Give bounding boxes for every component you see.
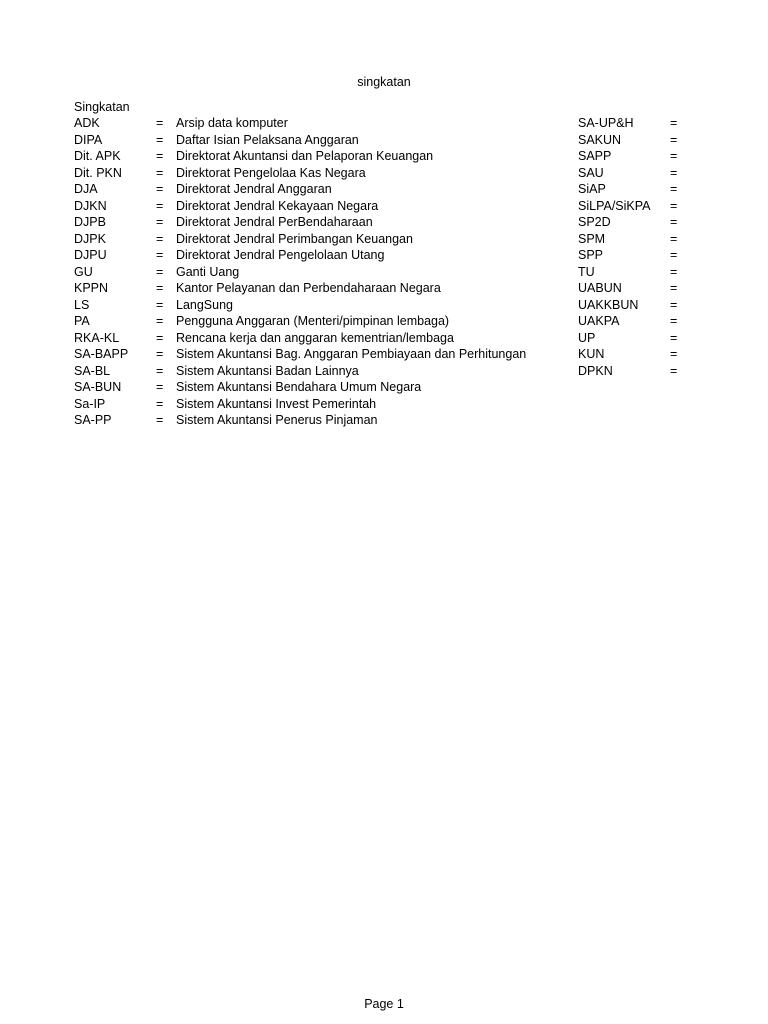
- list-item: [74, 148, 574, 165]
- abbreviation-meaning: Direktorat Jendral Perimbangan Keuangan: [176, 231, 413, 246]
- abbreviation-meaning: Direktorat Jendral Pengelolaan Utang: [176, 248, 385, 262]
- list-item: [578, 115, 698, 132]
- abbreviation-meaning: Sistem Akuntansi Invest Pemerintah: [176, 396, 377, 411]
- equals-sign: =: [670, 363, 678, 378]
- equals-sign: =: [156, 330, 164, 345]
- list-item: [578, 264, 698, 281]
- equals-sign: =: [670, 132, 678, 147]
- list-item: [578, 247, 698, 264]
- abbreviation-meaning: Sistem Akuntansi Bendahara Umum Negara: [176, 380, 422, 394]
- abbreviation: DPKN: [578, 363, 613, 378]
- abbreviation: SAU: [578, 165, 604, 180]
- equals-sign: =: [670, 215, 678, 229]
- list-item: [74, 231, 574, 248]
- list-item: [74, 264, 574, 281]
- abbreviation: SA-UP&H: [578, 116, 634, 130]
- abbreviation: PA: [74, 314, 90, 328]
- abbreviation: SiLPA/SiKPA: [578, 198, 651, 213]
- abbreviation: SPP: [578, 248, 604, 262]
- abbreviation: SA-BUN: [74, 380, 122, 394]
- abbreviation: DJPB: [74, 215, 106, 229]
- list-item: [578, 297, 698, 314]
- list-item: [578, 214, 698, 231]
- list-item: [578, 132, 698, 149]
- abbreviation-meaning: Pengguna Anggaran (Menteri/pimpinan lembaga): [176, 314, 450, 328]
- equals-sign: =: [156, 231, 164, 246]
- equals-sign: =: [156, 413, 164, 427]
- list-item: [578, 165, 698, 182]
- equals-sign: =: [156, 314, 164, 328]
- equals-sign: =: [670, 314, 678, 328]
- abbreviation-meaning: Direktorat Jendral PerBendaharaan: [176, 215, 373, 229]
- abbreviation: TU: [578, 264, 595, 279]
- equals-sign: =: [156, 281, 164, 295]
- equals-sign: =: [670, 347, 678, 361]
- equals-sign: =: [156, 198, 164, 213]
- abbreviation-meaning: Ganti Uang: [176, 264, 240, 279]
- abbreviation: DJPK: [74, 231, 106, 246]
- equals-sign: =: [670, 281, 678, 295]
- list-item: [74, 181, 574, 198]
- list-item: [578, 313, 698, 330]
- list-item: [578, 231, 698, 248]
- abbreviation-meaning: Sistem Akuntansi Badan Lainnya: [176, 363, 359, 378]
- abbreviation: DJPU: [74, 248, 107, 262]
- list-item: [74, 198, 574, 215]
- abbreviation: LS: [74, 297, 90, 312]
- equals-sign: =: [670, 165, 678, 180]
- abbreviation: RKA-KL: [74, 330, 120, 345]
- abbreviation-meaning: Direktorat Jendral Anggaran: [176, 182, 332, 196]
- abbreviation-list-right: [578, 115, 698, 379]
- equals-sign: =: [156, 116, 164, 130]
- abbreviation: GU: [74, 264, 93, 279]
- equals-sign: =: [670, 198, 678, 213]
- list-item: [578, 181, 698, 198]
- list-item: [578, 330, 698, 347]
- abbreviation: Sa-IP: [74, 396, 106, 411]
- abbreviation: SA-BAPP: [74, 347, 129, 361]
- list-item: [74, 132, 574, 149]
- list-item: [578, 280, 698, 297]
- abbreviation: Dit. PKN: [74, 165, 122, 180]
- equals-sign: =: [156, 380, 164, 394]
- equals-sign: =: [670, 248, 678, 262]
- page-number: Page 1: [364, 997, 404, 1011]
- page-title: singkatan: [357, 75, 411, 89]
- abbreviation-list-left: [74, 115, 574, 429]
- list-item: [74, 412, 574, 429]
- abbreviation-meaning: LangSung: [176, 297, 234, 312]
- abbreviation: SP2D: [578, 215, 611, 229]
- list-item: [74, 346, 574, 363]
- abbreviation-meaning: Direktorat Jendral Kekayaan Negara: [176, 198, 379, 213]
- abbreviation: SA-PP: [74, 413, 112, 427]
- list-item: [578, 346, 698, 363]
- abbreviation: UP: [578, 330, 596, 345]
- list-item: [74, 115, 574, 132]
- abbreviation: SiAP: [578, 182, 606, 196]
- abbreviation-meaning: Arsip data komputer: [176, 116, 288, 130]
- equals-sign: =: [670, 182, 678, 196]
- abbreviation: DIPA: [74, 132, 103, 147]
- abbreviation-meaning: Kantor Pelayanan dan Perbendaharaan Negara: [176, 281, 441, 295]
- equals-sign: =: [156, 215, 164, 229]
- list-item: [578, 148, 698, 165]
- equals-sign: =: [670, 264, 678, 279]
- equals-sign: =: [156, 149, 164, 163]
- equals-sign: =: [156, 248, 164, 262]
- abbreviation: KPPN: [74, 281, 109, 295]
- abbreviation: SPM: [578, 231, 606, 246]
- equals-sign: =: [670, 231, 678, 246]
- abbreviation-meaning: Rencana kerja dan anggaran kementrian/lembaga: [176, 330, 454, 345]
- abbreviation: SAKUN: [578, 132, 622, 147]
- equals-sign: =: [156, 297, 164, 312]
- list-item: [74, 330, 574, 347]
- abbreviation: SA-BL: [74, 363, 111, 378]
- abbreviation: KUN: [578, 347, 605, 361]
- list-heading: Singkatan: [74, 100, 130, 114]
- list-item: [74, 214, 574, 231]
- equals-sign: =: [156, 363, 164, 378]
- abbreviation-meaning: Sistem Akuntansi Penerus Pinjaman: [176, 413, 378, 427]
- equals-sign: =: [156, 347, 164, 361]
- abbreviation: SAPP: [578, 149, 612, 163]
- abbreviation: Dit. APK: [74, 149, 121, 163]
- equals-sign: =: [670, 149, 678, 163]
- equals-sign: =: [670, 297, 678, 312]
- list-item: [74, 165, 574, 182]
- equals-sign: =: [156, 132, 164, 147]
- abbreviation-meaning: Daftar Isian Pelaksana Anggaran: [176, 132, 359, 147]
- abbreviation-meaning: Direktorat Pengelolaa Kas Negara: [176, 165, 366, 180]
- list-item: [74, 297, 574, 314]
- equals-sign: =: [156, 396, 164, 411]
- equals-sign: =: [156, 264, 164, 279]
- list-item: [578, 198, 698, 215]
- abbreviation-meaning: Direktorat Akuntansi dan Pelaporan Keuangan: [176, 149, 434, 163]
- list-item: [578, 363, 698, 380]
- equals-sign: =: [670, 116, 678, 130]
- abbreviation: UAKKBUN: [578, 297, 639, 312]
- equals-sign: =: [156, 165, 164, 180]
- abbreviation: DJA: [74, 182, 98, 196]
- abbreviation-meaning: Sistem Akuntansi Bag. Anggaran Pembiayaan dan Perhitungan: [176, 347, 527, 361]
- list-item: [74, 313, 574, 330]
- list-item: [74, 280, 574, 297]
- list-item: [74, 396, 574, 413]
- abbreviation: DJKN: [74, 198, 107, 213]
- equals-sign: =: [670, 330, 678, 345]
- list-item: [74, 379, 574, 396]
- list-item: [74, 247, 574, 264]
- abbreviation: ADK: [74, 116, 100, 130]
- abbreviation: UABUN: [578, 281, 622, 295]
- equals-sign: =: [156, 182, 164, 196]
- list-item: [74, 363, 574, 380]
- abbreviation: UAKPA: [578, 314, 620, 328]
